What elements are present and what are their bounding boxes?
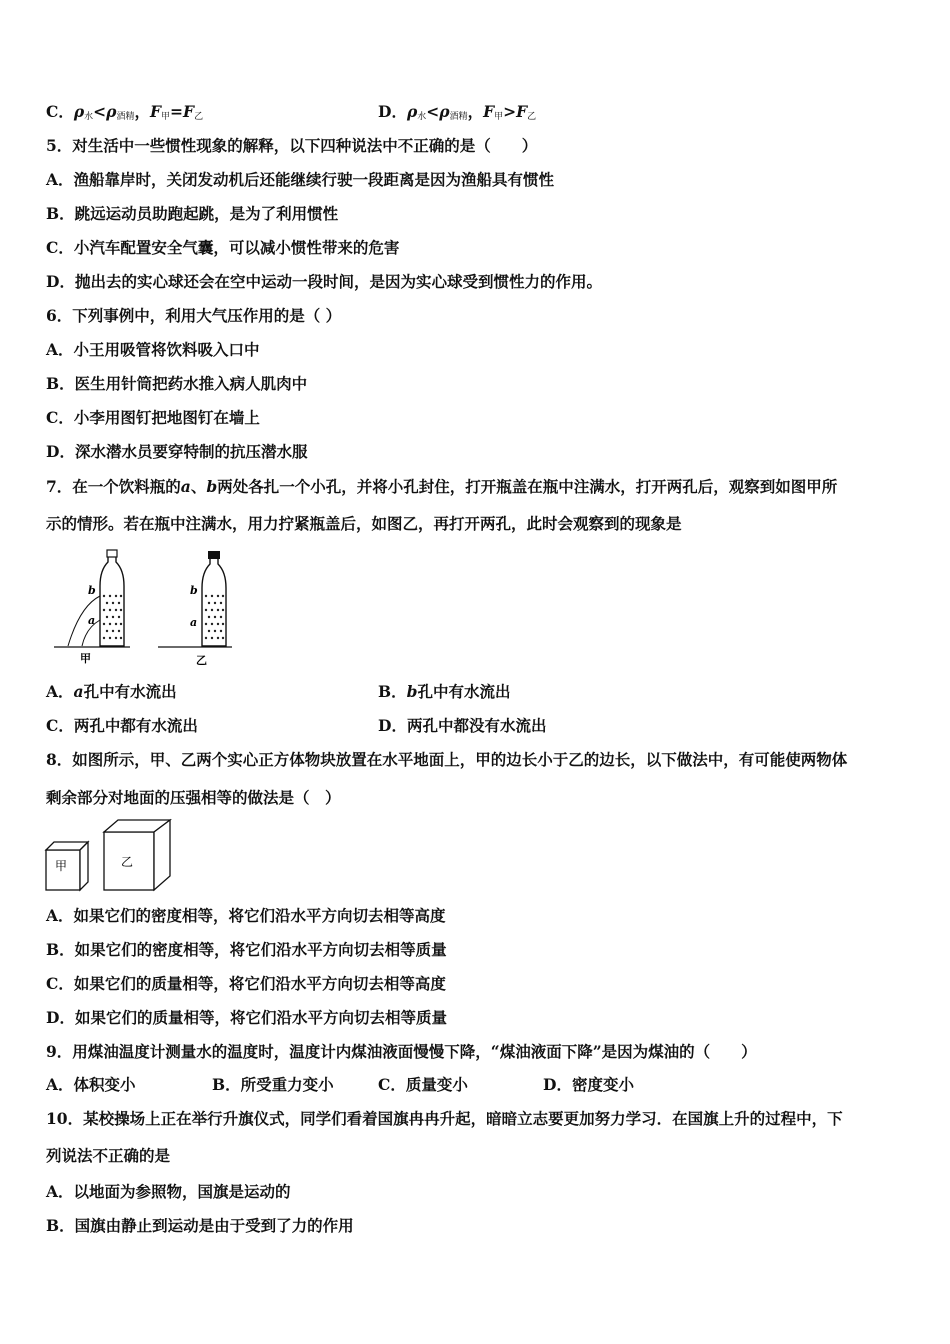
q7-bottle-figure <box>50 548 240 670</box>
q6-stem: 6．下列事例中，利用大气压作用的是（ ） <box>46 306 342 325</box>
label-jia: 甲 <box>80 652 91 665</box>
q8-stem-line2: 剩余部分对地面的压强相等的做法是（ ） <box>46 788 341 807</box>
label-hole-b-jia: b <box>88 584 96 597</box>
q4-option-d[interactable]: D．ρ水<ρ酒精，F甲>F乙 <box>378 102 537 122</box>
q5-option-c[interactable]: C．小汽车配置安全气囊，可以减小惯性带来的危害 <box>46 238 400 257</box>
q8-cubes-figure <box>44 818 176 894</box>
q9-option-c[interactable]: C．质量变小 <box>378 1075 468 1094</box>
q10-stem-line1: 10．某校操场上正在举行升旗仪式，同学们看着国旗冉冉升起，暗暗立志要更加努力学习．在国旗上升的过程中，下 <box>46 1109 843 1128</box>
q7-stem-line1: 7．在一个饮料瓶的a、b两处各扎一个小孔，并将小孔封住，打开瓶盖在瓶中注满水，打开两孔后，观察到如图甲所 <box>46 477 838 496</box>
q7-option-a[interactable]: A．a孔中有水流出 <box>46 682 177 701</box>
q5-option-b[interactable]: B．跳远运动员助跑起跳，是为了利用惯性 <box>46 204 339 223</box>
q7-option-b[interactable]: B．b孔中有水流出 <box>378 682 511 701</box>
cube-yi <box>104 820 170 890</box>
q6-option-d[interactable]: D．深水潜水员要穿特制的抗压潜水服 <box>46 442 308 461</box>
q4-option-c[interactable]: C．ρ水<ρ酒精，F甲=F乙 <box>46 102 204 122</box>
q6-option-b[interactable]: B．医生用针筒把药水推入病人肌肉中 <box>46 374 308 393</box>
bottle-jia <box>54 550 130 665</box>
q5-stem: 5．对生活中一些惯性现象的解释，以下四种说法中不正确的是（ ） <box>46 136 538 155</box>
q8-option-b[interactable]: B．如果它们的密度相等，将它们沿水平方向切去相等质量 <box>46 940 447 959</box>
bottle-yi <box>158 551 232 667</box>
q5-option-d[interactable]: D．抛出去的实心球还会在空中运动一段时间，是因为实心球受到惯性力的作用。 <box>46 272 602 291</box>
q9-option-d[interactable]: D．密度变小 <box>543 1075 634 1094</box>
q9-option-b[interactable]: B．所受重力变小 <box>212 1075 334 1094</box>
label-hole-a-yi: a <box>190 616 198 629</box>
q8-stem-line1: 8．如图所示，甲、乙两个实心正方体物块放置在水平地面上，甲的边长小于乙的边长，以下做法中，有可能使两物体 <box>46 750 848 769</box>
label-hole-b-yi: b <box>190 584 198 597</box>
q8-option-c[interactable]: C．如果它们的质量相等，将它们沿水平方向切去相等高度 <box>46 974 446 993</box>
label-hole-a-jia: a <box>88 614 96 627</box>
q7-option-c[interactable]: C．两孔中都有水流出 <box>46 716 198 735</box>
q10-option-b[interactable]: B．国旗由静止到运动是由于受到了力的作用 <box>46 1216 354 1235</box>
q6-option-a[interactable]: A．小王用吸管将饮料吸入口中 <box>46 340 260 359</box>
q7-stem-line2: 示的情形。若在瓶中注满水，用力拧紧瓶盖后，如图乙，再打开两孔，此时会观察到的现象是 <box>46 514 682 533</box>
q8-option-d[interactable]: D．如果它们的质量相等，将它们沿水平方向切去相等质量 <box>46 1008 447 1027</box>
q8-option-a[interactable]: A．如果它们的密度相等，将它们沿水平方向切去相等高度 <box>46 906 446 925</box>
q7-option-d[interactable]: D．两孔中都没有水流出 <box>378 716 547 735</box>
q9-stem: 9．用煤油温度计测量水的温度时，温度计内煤油液面慢慢下降，“煤油液面下降”是因为煤油的（ ） <box>46 1042 757 1061</box>
q6-option-c[interactable]: C．小李用图钉把地图钉在墙上 <box>46 408 260 427</box>
label-yi: 乙 <box>196 654 207 667</box>
q5-option-a[interactable]: A．渔船靠岸时，关闭发动机后还能继续行驶一段距离是因为渔船具有惯性 <box>46 170 555 189</box>
q10-stem-line2: 列说法不正确的是 <box>46 1146 171 1165</box>
label-cube-jia: 甲 <box>55 859 68 873</box>
q10-option-a[interactable]: A．以地面为参照物，国旗是运动的 <box>46 1182 291 1201</box>
label-cube-yi: 乙 <box>121 855 134 869</box>
q9-option-a[interactable]: A．体积变小 <box>46 1075 136 1094</box>
